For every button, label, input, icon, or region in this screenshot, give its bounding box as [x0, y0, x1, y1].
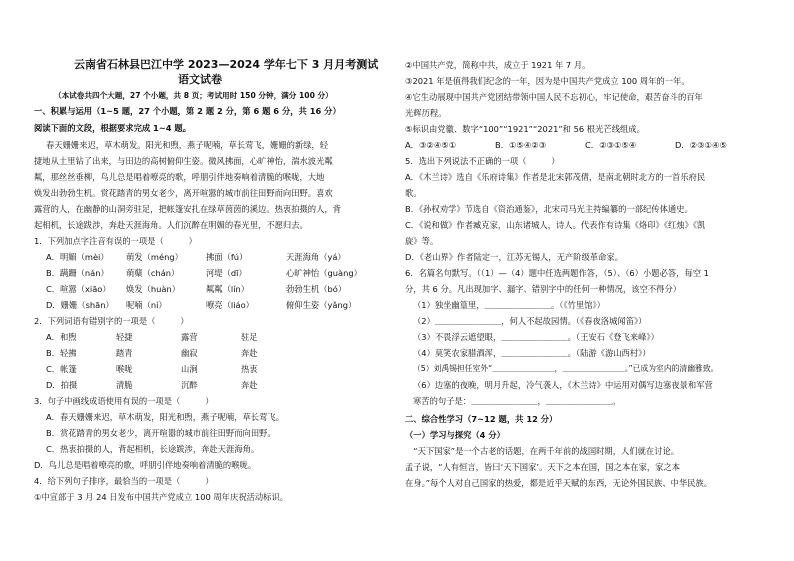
option: 驻足: [241, 332, 258, 342]
option: 轻捷: [116, 332, 133, 342]
option: 清脆: [116, 380, 133, 390]
option: C．《说和做》作者臧克家，山东诸城人，诗人。代表作有诗集《烙印》《红烛》《凯: [405, 220, 706, 230]
option: D．《老山界》作者陆定一，江苏无锡人，无产阶级革命家。: [405, 252, 623, 262]
exam-subtitle: 语文试卷: [178, 73, 222, 86]
fill-blank-item: （6）边塞的夜晚，明月升起，冷气袭人，《木兰诗》中运用对偶写边塞夜景和军营: [413, 380, 713, 390]
option: 勃勃生机（bó）: [286, 284, 347, 294]
option: B．①⑤④②③: [495, 140, 547, 150]
option-row: [46, 300, 356, 310]
passage-line: 起相机，长途跋涉，奔赴天涯海角。人们沉醉在明媚的春光里，不愿归去。: [34, 220, 308, 230]
fill-blank-item: （4）莫笑农家腊酒浑，＿＿＿＿＿＿＿＿。（陆游《游山西村》）: [413, 348, 651, 358]
option: B．《孙权劝学》节选自《资治通鉴》，北宋司马光主持编纂的一部纪传体通史。: [405, 204, 693, 214]
option: D．②③①④⑤: [675, 140, 727, 150]
question-6: 6．名篇名句默写。（（1）—（4）题中任选两题作答，（5）、（6）小题必答，每空 1: [405, 268, 709, 278]
fill-blank-item: （2）＿＿＿＿＿＿＿＿，何人不起故园情。（《春夜洛城闻笛》）: [413, 316, 647, 326]
passage-line: 焕发出勃勃生机。赏花踏青的男女老少，离开喧嚣的城市前往田野而向田野。喜欢: [34, 188, 333, 198]
fill-blank-item: （5）刘禹锡担任室外“＿＿＿＿＿＿＿＿，＿＿＿＿＿＿＿＿。”已成为室内的清幽雅致。: [413, 364, 719, 373]
option: 萌蘖（chán）: [126, 268, 180, 278]
option: D．拍摄: [46, 380, 78, 390]
fill-blank-item: 寒苦的句子是：＿＿＿＿＿＿＿＿，＿＿＿＿＿＿＿＿。: [413, 396, 621, 406]
option: 拂面（fú）: [206, 252, 248, 262]
passage-line: 露营的人，在幽静的山洞旁驻足，把帐篷安扎在绿草茵茵的溪边。热衷拍摄的人，背: [34, 204, 341, 214]
option-row: [46, 332, 258, 342]
option: 心旷神怡（guàng）: [286, 268, 362, 278]
exam-title: 云南省石林县巴江中学 2023—2024 学年七下 3 月月考测试: [74, 58, 379, 71]
option: 热衷: [241, 364, 258, 374]
option: C．帐篷: [46, 364, 77, 374]
question-6-cont: 分，共 6 分。凡出现加字、漏字、错别字中的任何一种情况，该空不得分）: [405, 284, 682, 294]
fill-blank-item: （1）独坐幽篁里，＿＿＿＿＿＿＿＿。（《竹里馆》）: [413, 300, 605, 310]
subsection-heading: （一）学习与探究（4 分）: [405, 430, 505, 440]
passage-line: 捷地从土里钻了出来，与田边的高树俯仰生姿。微风拂面，心旷神怡，湍水波光粼: [34, 156, 333, 166]
question-2: 2．下列词语有错别字的一项是（ ）: [34, 316, 189, 326]
option-row: [46, 252, 346, 262]
option: C．②③①⑤④: [585, 140, 637, 150]
option: 喉咙: [116, 364, 133, 374]
passage-line: “天下国家”是一个古老的话题，在两千年前的战国时期，人们就在讨论。: [405, 446, 680, 456]
option: 俯仰生姿（yǎng）: [286, 300, 357, 310]
exam-note: （本试卷共四个大题，27 个小题，共 8 页；考试用时 150 分钟，满分 100 分）: [54, 91, 333, 100]
sentence-item: ④它生动展现中国共产党团结带领中国人民不忘初心，牢记使命，艰苦奋斗的百年: [405, 92, 703, 102]
option: 幽寂: [181, 348, 198, 358]
option: 嘹亮（liáo）: [206, 300, 254, 310]
option: 露营: [181, 332, 198, 342]
option: 奔赴: [241, 380, 258, 390]
option: 歌。: [405, 188, 422, 198]
question-4-options: [405, 140, 727, 150]
sentence-item: ②中国共产党，简称中共，成立于 1921 年 7 月。: [405, 60, 591, 70]
option: 河堤（dī）: [206, 268, 247, 278]
option: 呢喃（ní）: [126, 300, 167, 310]
option: 天涯海角（yá）: [286, 252, 346, 262]
sentence-item: ①中宣部于 3 月 24 日发布中国共产党成立 100 周年庆祝活动标识。: [34, 492, 289, 502]
option: 山涧: [181, 364, 198, 374]
passage-line: 在身。”每个人对自己国家的热爱，都是近乎天赋的东西，无论外国民族、中华民族。: [405, 478, 713, 488]
option: B．赏花踏青的男女老少，离开喧嚣的城市前往田野而向田野。: [46, 428, 276, 438]
option: C．喧嚣（xiāo）: [46, 284, 111, 294]
fill-blank-item: （3）不畏浮云遮望眼，＿＿＿＿＿＿＿＿。（王安石《登飞来峰》）: [413, 332, 659, 342]
option: A．《木兰诗》选自《乐府诗集》作者是北宋郭茂倩，是南北朝时北方的一首乐府民: [405, 172, 706, 182]
question-1: 1．下列加点字注音有误的一项是（ ）: [34, 236, 197, 246]
option: A．春天姗姗来迟，草木萌发，阳光和煦，燕子呢喃，草长莺飞。: [46, 412, 284, 422]
option: 旋》等。: [405, 236, 439, 246]
option: B．蹒跚（nán）: [46, 268, 109, 278]
option: A．明媚（mèi）: [46, 252, 109, 262]
option-row: [46, 364, 258, 374]
option-row: [46, 284, 346, 294]
sentence-item: ③2021 年是值得我们纪念的一年，因为是中国共产党成立 100 周年的一年。: [405, 76, 690, 86]
option: 粼粼（lín）: [206, 284, 250, 294]
option: D．鸟儿总是唱着嘹亮的歌，呼朋引伴地奏响着清脆的喉咙。: [34, 460, 257, 470]
option: 焕发（huàn）: [126, 284, 181, 294]
option: D．姗姗（shān）: [46, 300, 114, 310]
sentence-item: ⑤标识由党徽、数字“100”“1921”“2021”和 56 根光芒线组成。: [405, 124, 645, 134]
section-1-heading: 一、积累与运用（1~5 题，27 个小题，第 2 题 2 分，第 6 题 6 分，共 16 分）: [34, 106, 341, 116]
option-row: [46, 268, 362, 278]
option: 奔赴: [241, 348, 258, 358]
passage-line: 粼，那丝丝垂柳，鸟儿总是唱着嘹亮的歌，呼朋引伴地奏响着清脆的喉咙，大地: [34, 172, 325, 182]
section-2-heading: 二、综合性学习（7~12 题，共 12 分）: [405, 414, 558, 424]
question-3: 3．句子中画线成语使用有误的一项是（ ）: [34, 396, 214, 406]
option-row: [46, 348, 258, 358]
option: 踏青: [116, 348, 133, 358]
option: A．③②④⑤①: [405, 140, 457, 150]
question-5: 5．选出下列说法不正确的一项（ ）: [405, 156, 560, 166]
sentence-item: 光辉历程。: [405, 108, 447, 118]
option: C．热衷拍摄的人，背起相机，长途跋涉，奔赴天涯海角。: [46, 444, 260, 454]
passage-line: 孟子说，“人有恒言，皆曰‘天下国家’。天下之本在国，国之本在家，家之本: [405, 462, 681, 472]
option: 沉醉: [181, 380, 198, 390]
option: 萌发（méng）: [126, 252, 183, 262]
option: A．和煦: [46, 332, 77, 342]
option: B．轻拂: [46, 348, 77, 358]
passage-line: 春天姗姗来迟，草木萌发。阳光和煦，燕子呢喃，草长莺飞，姗姗的新绿，轻: [46, 140, 329, 150]
option-row: [46, 380, 258, 390]
question-4: 4．给下列句子排序，最恰当的一项是（ ）: [34, 476, 214, 486]
reading-instruction: 阅读下面的文段，根据要求完成 1~4 题。: [34, 123, 192, 133]
